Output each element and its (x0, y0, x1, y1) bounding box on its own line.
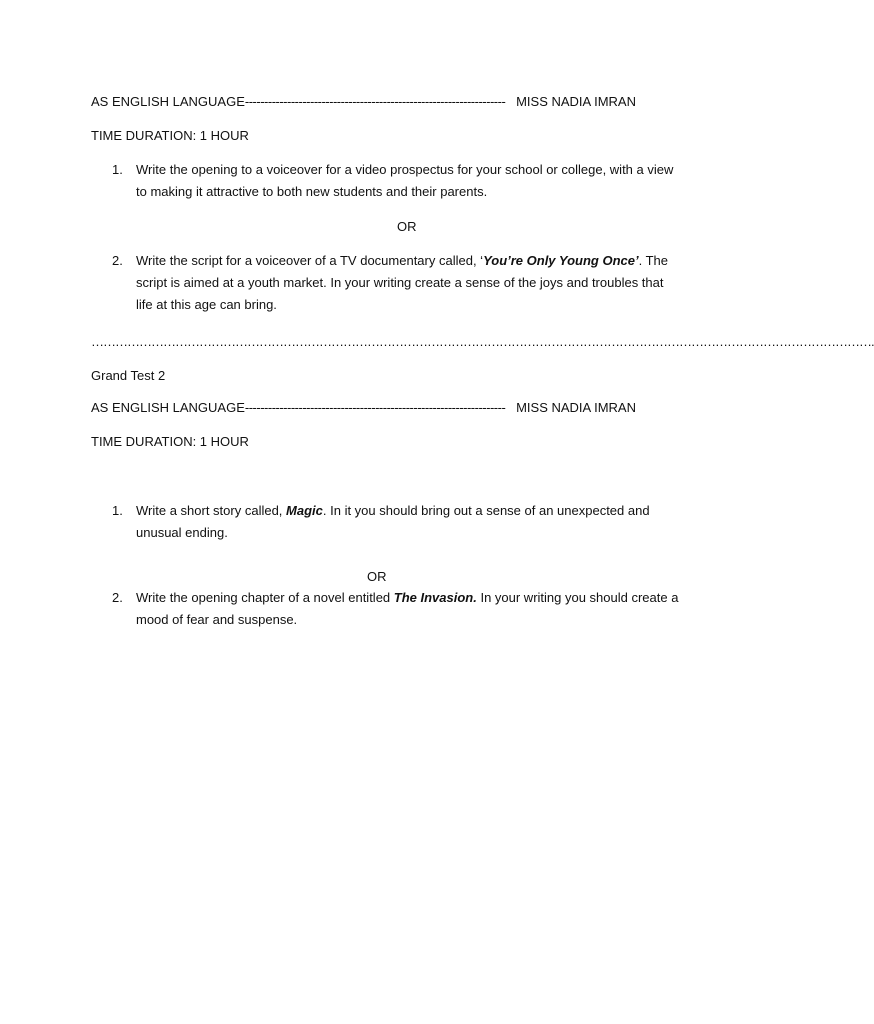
question-number: 1. (112, 162, 123, 177)
documentary-title: You’re Only Young Once’ (483, 253, 639, 268)
question-text-pre: Write a short story called, (136, 503, 287, 518)
question-text-pre: Write the script for a voiceover of a TV documentary called, ‘ (136, 253, 484, 268)
question-text (136, 587, 682, 631)
time-duration: TIME DURATION: 1 HOUR (91, 128, 249, 143)
section-separator: ……………………………………………………………………………………………………………………………………………………………………………. (91, 334, 874, 349)
question-1 (112, 500, 682, 544)
course-title: AS ENGLISH LANGUAGE (91, 400, 245, 415)
test1-header (91, 93, 636, 110)
header-dash-separator: -------------------------------------------------------------------- (244, 400, 506, 415)
question-number: 1. (112, 503, 123, 518)
question-text-post: . In it you should bring out a sense of an unexpected and unusual ending. (136, 503, 650, 540)
time-duration: TIME DURATION: 1 HOUR (91, 434, 249, 449)
novel-title: The Invasion. (393, 590, 477, 605)
or-divider: OR (397, 219, 417, 234)
course-title: AS ENGLISH LANGUAGE (91, 94, 245, 109)
story-title: Magic (286, 503, 323, 518)
question-text-pre: Write the opening chapter of a novel entitled (136, 590, 394, 605)
question-text (136, 250, 682, 316)
test2-header (91, 399, 636, 416)
question-2 (112, 587, 682, 631)
question-text-post: . The script is aimed at a youth market. In your writing create a sense of the joys and troubles that life at this age can bring. (136, 253, 668, 312)
teacher-name: MISS NADIA IMRAN (516, 400, 636, 415)
question-1 (112, 159, 682, 203)
question-text: Write the opening to a voiceover for a video prospectus for your school or college, with a view to making it attractive to both new students and their parents. (136, 162, 674, 199)
question-2 (112, 250, 682, 316)
question-text (136, 500, 682, 544)
test-title: Grand Test 2 (91, 368, 166, 383)
or-divider: OR (367, 569, 387, 584)
header-dash-separator: -------------------------------------------------------------------- (244, 94, 506, 109)
question-number: 2. (112, 590, 123, 605)
teacher-name: MISS NADIA IMRAN (516, 94, 636, 109)
question-text-post: In your writing you should create a mood of fear and suspense. (136, 590, 679, 627)
question-number: 2. (112, 253, 123, 268)
